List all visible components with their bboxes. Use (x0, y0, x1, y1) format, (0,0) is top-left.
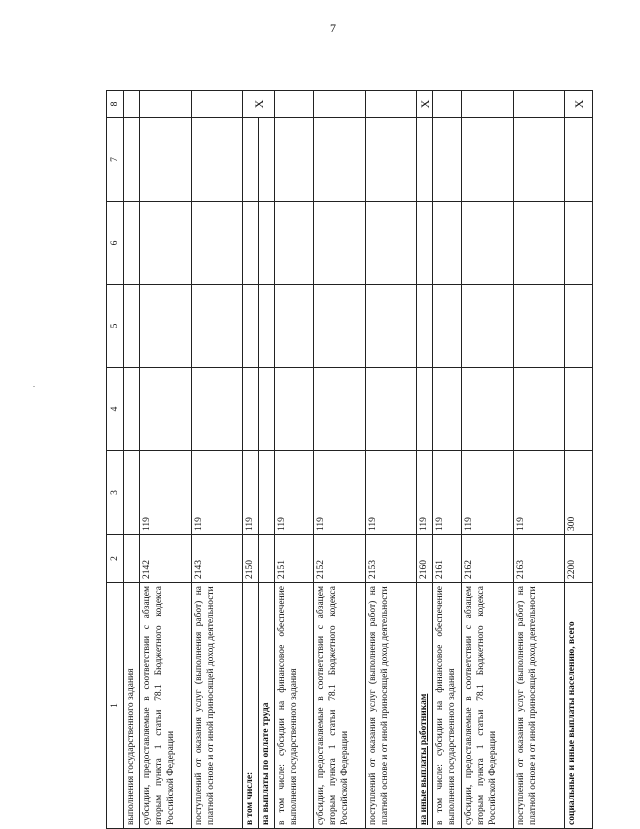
row-x-mark (192, 91, 243, 118)
row-code (124, 535, 140, 583)
table-row (139, 91, 191, 829)
row-kosgu: 119 (314, 451, 366, 535)
row-code: 2160 (417, 535, 433, 583)
table-row (565, 91, 593, 829)
row-code: 2162 (462, 535, 514, 583)
header-col-7: 7 (107, 118, 124, 202)
header-col-3: 3 (107, 451, 124, 535)
row-x-mark (462, 91, 514, 118)
table-row (192, 91, 243, 829)
table-row (417, 91, 433, 829)
margin-dot: . (33, 380, 35, 389)
row-kosgu: 119 (417, 451, 433, 535)
row-kosgu: 119 (433, 451, 462, 535)
table-row (274, 91, 313, 829)
row-kosgu: 119 (514, 451, 565, 535)
table-row (366, 91, 417, 829)
row-kosgu (259, 451, 275, 535)
row-kosgu: 119 (462, 451, 514, 535)
row-x-mark (433, 91, 462, 118)
row-kosgu (124, 451, 140, 535)
row-code: 2150 (243, 535, 259, 583)
row-label: субсидии, предоставляемые в соответствии с абзацем вторым пункта 1 статьи 78.1 Бюджетного кодекса Российской Федерации (139, 583, 191, 829)
row-code: 2200 (565, 535, 593, 583)
table-row (433, 91, 462, 829)
row-x-mark (514, 91, 565, 118)
row-x-mark: X (417, 91, 433, 118)
budget-table (106, 90, 593, 829)
row-label: поступлений от оказания услуг (выполнения работ) на платной основе и от иной приносящей доход деятельности (192, 583, 243, 829)
row-code: 2153 (366, 535, 417, 583)
row-kosgu: 119 (243, 451, 259, 535)
table-row (243, 91, 259, 829)
row-label: субсидии, предоставляемые в соответствии с абзацем вторым пункта 1 статьи 78.1 Бюджетного кодекса Российской Федерации (462, 583, 514, 829)
header-col-1: 1 (107, 583, 124, 829)
row-code: 2151 (274, 535, 313, 583)
header-col-2: 2 (107, 535, 124, 583)
row-label: поступлений от оказания услуг (выполнения работ) на платной основе и от иной приносящей доход деятельности (514, 583, 565, 829)
row-kosgu: 119 (192, 451, 243, 535)
row-x-mark: X (565, 91, 593, 118)
row-label: субсидии, предоставляемые в соответствии с абзацем вторым пункта 1 статьи 78.1 Бюджетного кодекса Российской Федерации (314, 583, 366, 829)
row-label: в том числе: (243, 583, 259, 829)
table-row (314, 91, 366, 829)
row-label: на иные выплаты работникам (417, 583, 433, 829)
row-code: 2161 (433, 535, 462, 583)
row-x-mark (274, 91, 313, 118)
row-label: выполнения государственного задания (124, 583, 140, 829)
header-col-8: 8 (107, 91, 124, 118)
table-row (259, 91, 275, 829)
row-kosgu: 119 (366, 451, 417, 535)
table-row (462, 91, 514, 829)
row-code (259, 535, 275, 583)
row-x-mark: X (243, 91, 275, 118)
row-x-mark (139, 91, 191, 118)
row-x-mark (366, 91, 417, 118)
row-code: 2143 (192, 535, 243, 583)
row-label: поступлений от оказания услуг (выполнения работ) на платной основе и от иной приносящей доход деятельности (366, 583, 417, 829)
rotated-table-container (106, 91, 593, 829)
row-label: в том числе: субсидии на финансовое обеспечение выполнения государственного задания (274, 583, 313, 829)
table-row (514, 91, 565, 829)
row-label: социальные и иные выплаты населению, всего (565, 583, 593, 829)
header-col-6: 6 (107, 202, 124, 285)
table-row (124, 91, 140, 829)
header-col-4: 4 (107, 368, 124, 451)
row-label: в том числе: субсидии на финансовое обеспечение выполнения государственного задания (433, 583, 462, 829)
page-number: 7 (330, 21, 336, 35)
row-kosgu: 300 (565, 451, 593, 535)
row-code: 2142 (139, 535, 191, 583)
header-row (107, 91, 124, 829)
row-code: 2163 (514, 535, 565, 583)
row-kosgu: 119 (139, 451, 191, 535)
row-code: 2152 (314, 535, 366, 583)
row-kosgu: 119 (274, 451, 313, 535)
row-x-mark (124, 91, 140, 118)
row-x-mark (314, 91, 366, 118)
row-label: на выплаты по оплате труда (259, 583, 275, 829)
header-col-5: 5 (107, 285, 124, 368)
